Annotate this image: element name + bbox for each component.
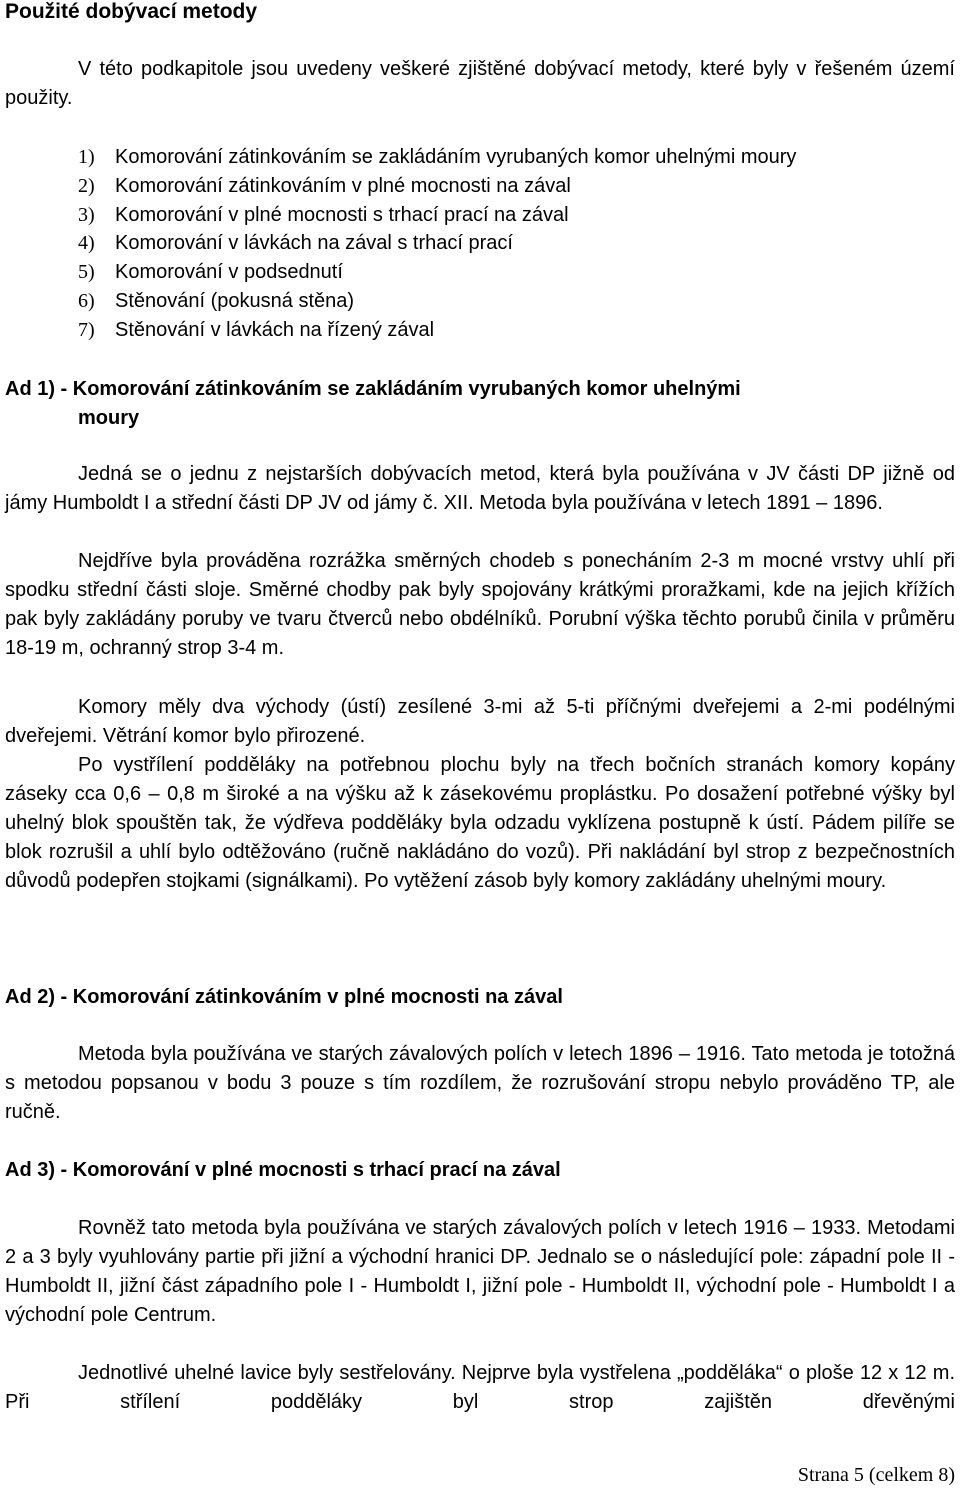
list-item <box>78 316 908 345</box>
ad1-paragraph-3: Komory měly dva východy (ústí) zesílené 3-mi až 5-ti příčnými dveřejemi a 2-mi podélnými dveřejemi. Větrání komor bylo přirozené. <box>5 696 955 747</box>
list-number: 1) <box>78 146 95 168</box>
ad1-paragraph-4: Po vystřílení podděláky na potřebnou plochu byly na třech bočních stranách komory kopány záseky cca 0,6 – 0,8 m široké a na výšku až k zásekovému proplástku. Po dosažení potřebné výšky byl uhelný blok spouštěn tak, že výdřeva podděláky byla odzadu vyklízena postupně k ústí. Pádem pilíře se blok rozrušil a uhlí bylo odtěžováno (ručně nakládáno do vozů). Při nakládání byl strop z bezpečnostních důvodů podepřen stojkami (signálkami). Po vytěžení zásob byly komory zakládány uhelnými moury. <box>5 754 955 892</box>
list-item <box>78 258 908 287</box>
ad1-paragraph-2: Nejdříve byla prováděna rozrážka směrných chodeb s ponecháním 2-3 m mocné vrstvy uhlí při spodku střední části sloje. Směrné chodby pak byly spojovány krátkými proražkami, kde na jejich křížích pak byly zakládány poruby ve tvaru čtverců nebo obdélníků. Porubní výška těchto porubů činila v průměru 18-19 m, ochranný strop 3-4 m. <box>5 550 955 659</box>
ad2-heading: Ad 2) - Komorování zátinkováním v plné mocnosti na zával <box>5 986 563 1008</box>
page-title: Použité dobývací metody <box>5 0 258 23</box>
page-footer: Strana 5 (celkem 8) <box>797 1464 955 1486</box>
list-item <box>78 229 908 258</box>
ad3-paragraph-1: Rovněž tato metoda byla používána ve starých závalových polích v letech 1916 – 1933. Metodami 2 a 3 byly vyuhlovány partie při jižní a východní hranici DP. Jednalo se o následující pole: západní pole II - Humboldt II, jižní část západního pole I - Humboldt I, jižní pole - Humboldt II, východní pole - Humboldt I a východní pole Centrum. <box>5 1217 955 1326</box>
list-label: Komorování v podsednutí <box>115 261 343 284</box>
ad2-paragraph-1: Metoda byla používána ve starých závalových polích v letech 1896 – 1916. Tato metoda je totožná s metodou popsanou v bodu 3 pouze s tím rozdílem, že rozrušování stropu nebylo prováděno TP, ale ručně. <box>5 1043 955 1123</box>
list-item <box>78 143 908 172</box>
list-number: 7) <box>78 318 95 341</box>
list-label: Komorování v lávkách na zával s trhací prací <box>115 232 513 255</box>
ad1-paragraph-1: Jedná se o jednu z nejstarších dobývacích metod, která byla používána v JV části DP jižně od jámy Humboldt I a střední části DP JV od jámy č. XII. Metoda byla používána v letech 1891 – 1896. <box>5 463 955 514</box>
ad3-heading: Ad 3) - Komorování v plné mocnosti s trhací prací na zával <box>5 1159 561 1181</box>
list-label: Komorování v plné mocnosti s trhací prací na zával <box>115 203 569 226</box>
list-item <box>78 287 908 316</box>
list-number: 3) <box>78 203 95 226</box>
ad1-heading-cont: moury <box>78 407 140 429</box>
ad1-heading: Ad 1) - Komorování zátinkováním se zakládáním vyrubaných komor uhelnými <box>5 378 741 400</box>
methods-list <box>78 143 908 345</box>
list-item <box>78 201 908 230</box>
intro-text: V této podkapitole jsou uvedeny veškeré zjištěné dobývací metody, které byly v řešeném území použity. <box>5 58 955 109</box>
list-item <box>78 172 908 201</box>
list-label: Komorování zátinkováním v plné mocnosti na zával <box>115 174 571 197</box>
list-number: 6) <box>78 289 95 312</box>
intro-paragraph <box>5 55 955 113</box>
list-number: 4) <box>78 232 95 255</box>
list-label: Stěnování (pokusná stěna) <box>115 289 355 312</box>
list-label: Stěnování v lávkách na řízený zával <box>115 318 435 341</box>
list-number: 2) <box>78 174 95 197</box>
list-number: 5) <box>78 261 95 284</box>
ad3-paragraph-2: Jednotlivé uhelné lavice byly sestřelovány. Nejprve byla vystřelena „podděláka“ o ploše 12 x 12 m. Při střílení podděláky byl strop zajištěn dřevěnými <box>5 1362 955 1413</box>
list-label: Komorování zátinkováním se zakládáním vyrubaných komor uhelnými moury <box>115 146 797 168</box>
